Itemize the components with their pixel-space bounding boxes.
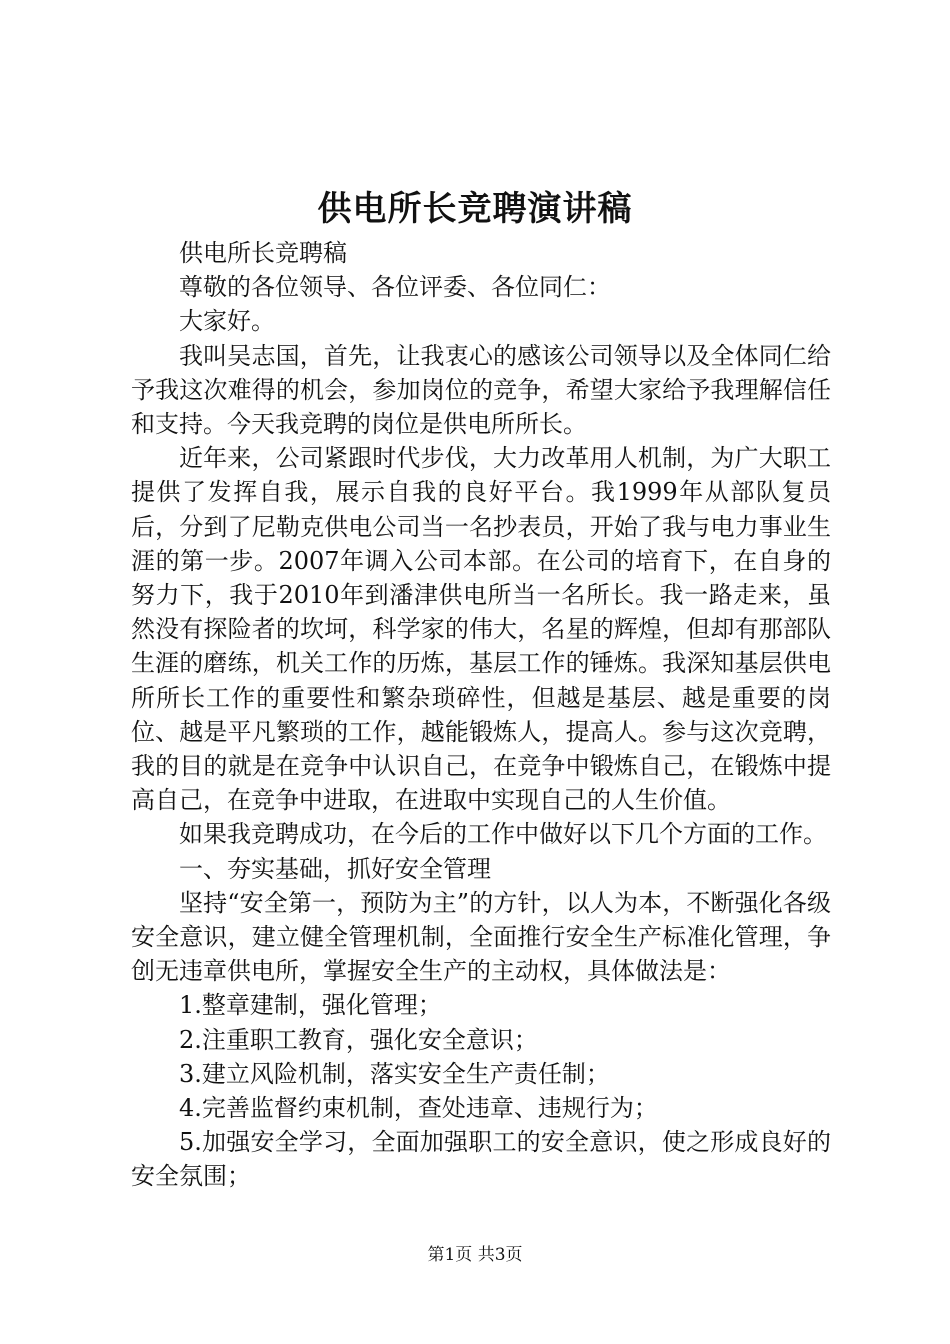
list-item: 1.整章建制，强化管理； (179, 991, 442, 1020)
list-item: 2.注重职工教育，强化安全意识； (179, 1025, 538, 1054)
page-number-footer: 第1页 共3页 (427, 1245, 523, 1265)
list-item: 4.完善监督约束机制，查处违章、违规行为； (179, 1094, 658, 1123)
paragraph-introduction: 我叫吴志国，首先，让我衷心的感该公司领导以及全体同仁给予我这次难得的机会，参加岗位的竞争，希望大家给予我理解信任和支持。今天我竞聘的岗位是供电所所长。 (131, 341, 831, 439)
document-title: 供电所长竞聘演讲稿 (317, 189, 633, 229)
paragraph-safety-policy: 坚持“安全第一，预防为主”的方针，以人为本，不断强化各级安全意识，建立健全管理机制，全面推行安全生产标准化管理，争创无违章供电所，掌握安全生产的主动权，具体做法是： (131, 888, 831, 986)
list-item: 3.建立风险机制，落实安全生产责任制； (179, 1059, 610, 1088)
paragraph-background: 近年来，公司紧跟时代步伐，大力改革用人机制，为广大职工提供了发挥自我，展示自我的良好平台。我1999年从部队复员后，分到了尼勒克供电公司当一名抄表员，开始了我与电力事业生涯的第一步。2007年调入公司本部。在公司的培育下，在自身的努力下，我于2010年到潘津供电所当一名所长。我一路走来，虽然没有探险者的坎坷，科学家的伟大，名星的辉煌，但却有那部队生涯的磨练，机关工作的历炼，基层工作的锤炼。我深知基层供电所所长工作的重要性和繁杂琐碎性，但越是基层、越是重要的岗位、越是平凡繁琐的工作，越能锻炼人，提高人。参与这次竞聘，我的目的就是在竞争中认识自己，在竞争中锻炼自己，在锻炼中提高自己，在竞争中进取，在进取中实现自己的人生价值。 (131, 444, 831, 815)
paragraph-plan-intro: 如果我竞聘成功，在今后的工作中做好以下几个方面的工作。 (179, 820, 827, 849)
document-body (131, 236, 831, 1194)
section-heading: 一、夯实基础，抓好安全管理 (179, 854, 491, 883)
paragraph-greeting: 大家好。 (179, 307, 275, 336)
paragraph-subtitle: 供电所长竞聘稿 (179, 239, 347, 267)
list-item: 5.加强安全学习，全面加强职工的安全意识，使之形成良好的安全氛围； (131, 1128, 831, 1191)
paragraph-salutation: 尊敬的各位领导、各位评委、各位同仁： (179, 273, 611, 302)
